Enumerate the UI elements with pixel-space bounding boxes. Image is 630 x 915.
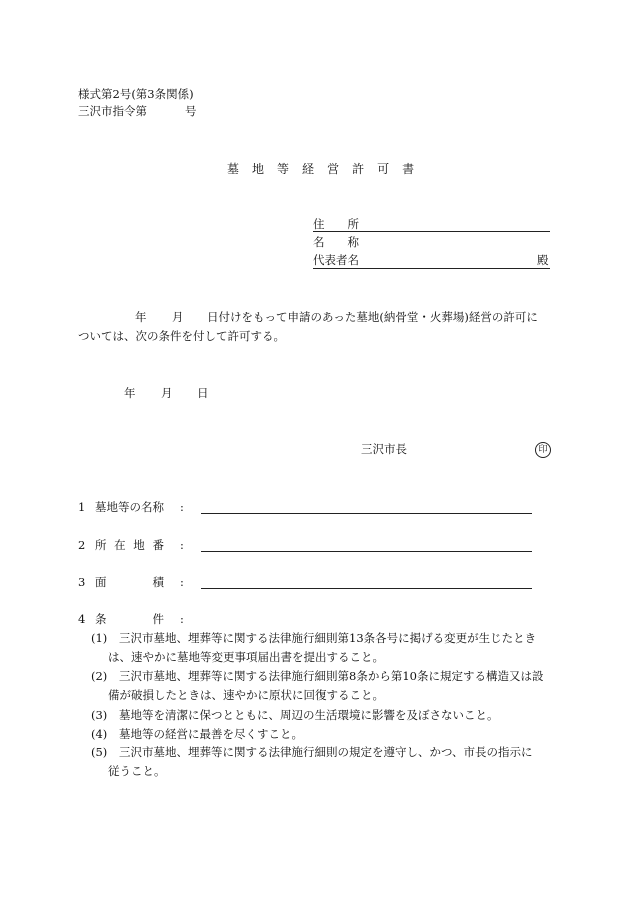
designation-suffix: 号: [185, 104, 197, 118]
condition-2-line1: 三沢市墓地、埋葬等に関する法律施行細則第8条から第10条に規定する構造又は設: [119, 669, 544, 683]
item-3-label: 面 積: [95, 575, 164, 589]
title-char: 書: [402, 162, 415, 176]
body-line2: ついては、次の条件を付して許可する。: [78, 329, 285, 343]
title-char: 可: [377, 162, 390, 176]
item-2-underline: [201, 551, 532, 552]
representative-label: 代表者名: [313, 253, 359, 267]
condition-1-number: (1): [91, 631, 108, 645]
title-char: 経: [302, 162, 315, 176]
item-1-underline: [201, 513, 532, 514]
title-char: 等: [277, 162, 290, 176]
title-char: 墓: [227, 162, 240, 176]
name-label: 名 称: [313, 235, 359, 249]
item-3-colon: :: [180, 575, 184, 589]
item-1-label: 墓地等の名称: [95, 500, 164, 514]
item-2-number: 2: [78, 538, 86, 552]
item-4-colon: :: [180, 612, 184, 626]
condition-3-number: (3): [91, 708, 108, 722]
document-title: [227, 163, 427, 176]
date-year: 年: [124, 386, 136, 400]
designation-prefix: 三沢市指令第: [78, 104, 147, 118]
item-1-number: 1: [78, 500, 86, 514]
item-4-number: 4: [78, 612, 86, 626]
condition-1-line1: 三沢市墓地、埋葬等に関する法律施行細則第13条各号に掲げる変更が生じたとき: [119, 631, 537, 645]
condition-5-number: (5): [91, 745, 108, 759]
condition-1-line2: は、速やかに墓地等変更事項届出書を提出すること。: [108, 650, 384, 664]
issuer: 三沢市長: [361, 442, 407, 456]
condition-5-line2: 従うこと。: [108, 764, 166, 778]
date-day: 日: [197, 386, 209, 400]
condition-4-line1: 墓地等の経営に最善を尽くすこと。: [119, 727, 303, 741]
condition-3-line1: 墓地等を清潔に保つとともに、周辺の生活環境に影響を及ぼさないこと。: [119, 708, 499, 722]
item-3-underline: [201, 588, 532, 589]
body-month: 月: [172, 310, 184, 324]
condition-5-line1: 三沢市墓地、埋葬等に関する法律施行細則の規定を遵守し、かつ、市長の指示に: [119, 745, 533, 759]
body-line1: 日付けをもって申請のあった墓地(納骨堂・火葬場)経営の許可に: [207, 310, 538, 324]
representative-underline: [313, 268, 550, 269]
item-1-colon: :: [180, 500, 184, 514]
condition-4-number: (4): [91, 727, 108, 741]
condition-2-number: (2): [91, 669, 108, 683]
address-underline: [313, 231, 550, 232]
condition-2-line2: 備が破損したときは、速やかに原状に回復すること。: [108, 688, 384, 702]
body-year: 年: [135, 310, 147, 324]
seal-mark: 印: [535, 442, 551, 458]
date-month: 月: [161, 386, 173, 400]
honorific: 殿: [537, 253, 549, 267]
address-label: 住 所: [313, 217, 359, 231]
item-4-label: 条 件: [95, 612, 164, 626]
title-char: 営: [327, 162, 340, 176]
item-2-colon: :: [180, 538, 184, 552]
title-char: 許: [352, 162, 365, 176]
form-number: 様式第2号(第3条関係): [78, 87, 194, 101]
item-2-label: 所 在 地 番: [95, 538, 164, 552]
title-char: 地: [252, 162, 265, 176]
item-3-number: 3: [78, 575, 86, 589]
